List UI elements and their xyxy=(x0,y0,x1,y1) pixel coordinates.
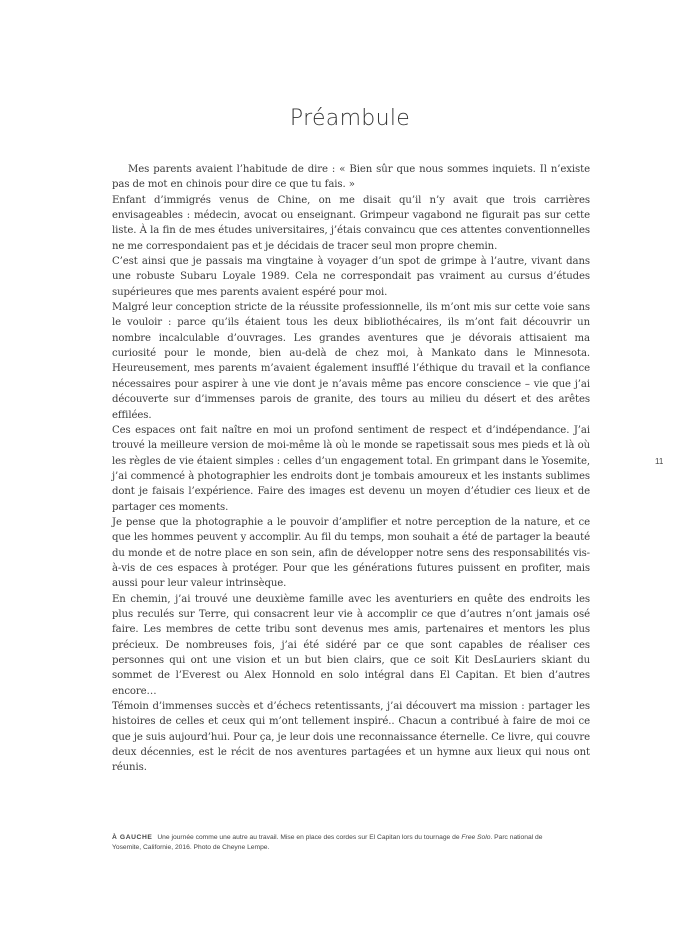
paragraph-7: En chemin, j’ai trouvé une deuxième famille avec les aventuriers en quête des endroits les plus reculés sur Terre, qui consacrent leur vie à accomplir ce que d’autres n’ont jamais osé faire. Les membres de cette tribu sont devenus mes amis, partenaires et mentors les plus précieux. De nombreuses fois, j’ai été sidéré par ce que sont capables de réaliser ces personnes qui ont une vision et un but bien clairs, que ce soit Kit DesLauriers skiant du sommet de l’Everest ou Alex Honnold en solo intégral dans El Capitan. Et bien d’autres encore… xyxy=(112,593,590,697)
caption-text-1: Une journée comme une autre au travail. Mise en place des cordes sur El Capitan lors du tournage de xyxy=(157,834,460,841)
caption-film-title: Free Solo xyxy=(461,834,491,841)
paragraph-8: Témoin d’immenses succès et d’échecs retentissants, j’ai découvert ma mission : partager les histoires de celles et ceux qui m’ont tellement inspiré.. Chacun a contribué à faire de moi ce que je suis aujourd’hui. Pour ça, je leur dois une reconnaissance éternelle. Ce livre, qui couvre deux décennies, est le récit de nos aventures partagées et un hymne aux lieux qui nous ont réunis. xyxy=(112,701,590,774)
body-text xyxy=(112,162,590,776)
caption-lead: À GAUCHE xyxy=(112,834,153,841)
paragraph-4: Malgré leur conception stricte de la réussite professionnelle, ils m’ont mis sur cette voie sans le vouloir : parce qu’ils étaient tous les deux bibliothécaires, ils m’ont fait découvrir un nombre incalculable d’ouvrages. Les grandes aventures que je dévorais attisaient ma curiosité pour le monde, bien au-delà de chez moi, à Mankato dans le Minnesota. Heureusement, mes parents m’avaient également insufflé l’éthique du travail et la confiance nécessaires pour aspirer à une vie dont je n’avais même pas encore conscience – vie que j’ai découverte sur d’immenses parois de granite, des tours au milieu du désert et des arêtes effilées. xyxy=(112,302,590,421)
paragraph-6: Je pense que la photographie a le pouvoir d’amplifier et notre perception de la nature, et ce que les hommes peuvent y accomplir. Au fil du temps, mon souhait a été de partager la beauté du monde et de notre place en son sein, afin de développer notre sens des responsabilités vis-à-vis de ces espaces à protéger. Pour que les générations futures puissent en profiter, mais aussi pour leur valeur intrinsèque. xyxy=(112,516,590,590)
photo-caption xyxy=(112,833,552,853)
paragraph-2: Enfant d’immigrés venus de Chine, on me disait qu’il n’y avait que trois carrières envisageables : médecin, avocat ou enseignant. Grimpeur vagabond ne figurait pas sur cette liste. À la fin de mes études universitaires, j’étais convaincu que ces attentes conventionnelles ne me correspondaient pas et je décidais de tracer seul mon propre chemin. xyxy=(112,194,590,252)
page-title: Préambule xyxy=(289,106,411,131)
paragraph-1: Mes parents avaient l’habitude de dire : « Bien sûr que nous sommes inquiets. Il n’existe pas de mot en chinois pour dire ce que tu fais. » xyxy=(112,164,590,191)
paragraph-5: Ces espaces ont fait naître en moi un profond sentiment de respect et d’indépendance. J’ai trouvé la meilleure version de moi-même là où le monde se rapetissait sous mes pieds et là où les règles de vie étaient simples : celles d’un engagement total. En grimpant dans le Yosemite, j’ai commencé à photographier les endroits dont je tombais amoureux et les instants sublimes dont je faisais l’expérience. Faire des images est devenu un moyen d’étudier ces lieux et de partager ces moments. xyxy=(112,424,590,513)
paragraph-3: C’est ainsi que je passais ma vingtaine à voyager d’un spot de grimpe à l’autre, vivant dans une robuste Subaru Loyale 1989. Cela ne correspondait pas vraiment au cursus d’études supérieures que mes parents avaient espéré pour moi. xyxy=(112,256,590,298)
caption-text-2: . Parc national de Yosemite, Californie, 2016. Photo de Cheyne Lempe. xyxy=(112,834,543,852)
page-number: 11 xyxy=(655,457,664,466)
